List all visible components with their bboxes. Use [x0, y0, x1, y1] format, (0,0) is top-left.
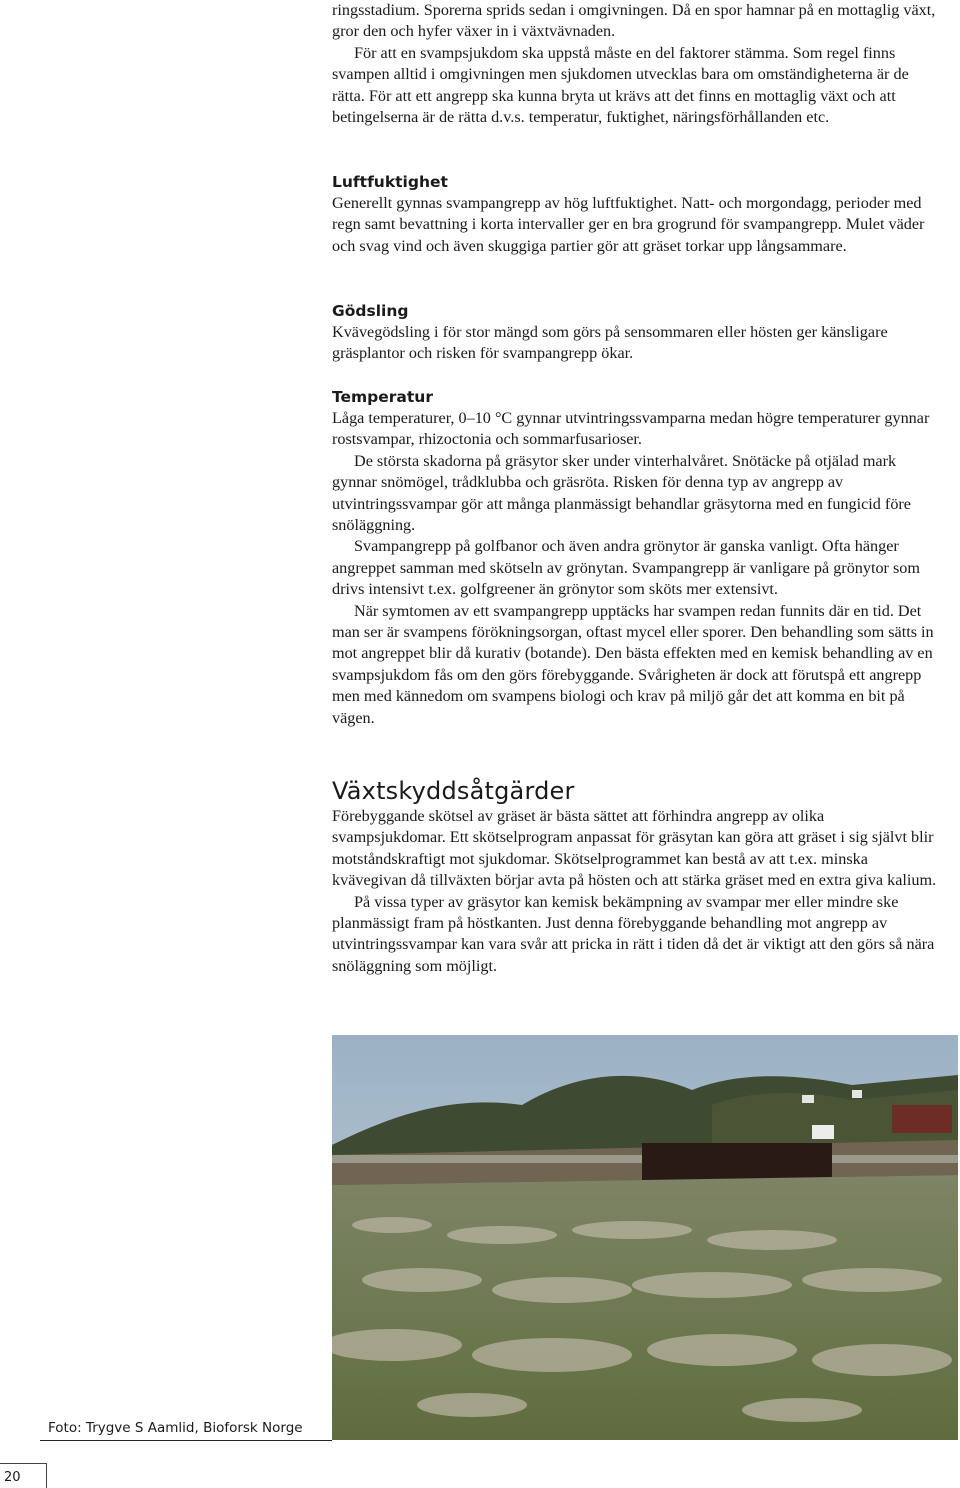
- page-number-rule: [0, 1463, 46, 1464]
- turf-field-photo: [332, 1035, 958, 1440]
- page-number-rule-vertical: [46, 1463, 47, 1488]
- intro-section: [332, 0, 938, 128]
- godsling-heading: Gödsling: [332, 302, 409, 320]
- temperatur-paragraph-4: När symtomen av ett svampangrepp upptäcks har svampen redan funnits där en tid. Det man ser är svampens förökningsorgan, oftast mycel eller sporer. Den behandling som sätts in mot angreppet blir då kurativ (botande). Den bästa effekten med en kemisk behandling av en svampsjukdom fås om den görs förebyggande. Svårigheten är dock att förutspå ett angrepp men med kännedom om svampens biologi och krav på miljö går det att komma en bit på vägen.: [332, 601, 934, 727]
- temperatur-paragraph-3: Svampangrepp på golfbanor och även andra grönytor är ganska vanligt. Ofta hänger angreppet samman med skötseln av grönytan. Svampangrepp är vanligare på grönytor som drivs intensivt t.ex. golfgreener än grönytor som sköts mer extensivt.: [332, 537, 920, 599]
- temperatur-heading: Temperatur: [332, 388, 433, 406]
- vaxtskydd-paragraph-2: På vissa typer av gräsytor kan kemisk bekämpning av svampar mer eller mindre ske planmässigt fram på höstkanten. Just denna förebyggande behandling mot angrepp av utvintringssvampar kan vara svår att pricka in rätt i tiden då det är viktigt att den görs så nära snöläggning som möjligt.: [332, 892, 935, 975]
- intro-paragraph-2: För att en svampsjukdom ska uppstå måste en del faktorer stämma. Som regel finns svampen alltid i omgivningen men sjukdomen utvecklas bara om omständigheterna är de rätta. För att ett angrepp ska kunna bryta ut krävs att det finns en mottaglig växt och att betingelserna är de rätta d.v.s. temperatur, fuktighet, näringsförhållanden etc.: [332, 43, 909, 127]
- luftfuktighet-heading: Luftfuktighet: [332, 173, 448, 191]
- intro-paragraph-1: ringsstadium. Sporerna sprids sedan i omgivningen. Då en spor hamnar på en mottaglig växt, gror den och hyfer växer in i växtvävnaden.: [332, 1, 936, 41]
- temperatur-paragraph-1: Låga temperaturer, 0–10 °C gynnar utvintringssvamparna medan högre temperaturer gynnar rostsvampar, rhizoctonia och sommarfusarioser.: [332, 409, 930, 449]
- godsling-section: [332, 300, 938, 365]
- temperatur-section: [332, 386, 938, 729]
- vaxtskydd-section: [332, 776, 938, 977]
- vaxtskydd-heading: Växtskyddsåtgärder: [332, 777, 575, 805]
- photo-caption: Foto: Trygve S Aamlid, Bioforsk Norge: [48, 1420, 303, 1436]
- page-number: 20: [4, 1470, 21, 1485]
- temperatur-paragraph-2: De största skadorna på gräsytor sker under vinterhalvåret. Snötäcke på otjälad mark gynnar snömögel, trådklubba och gräsröta. Risken för denna typ av angrepp av utvintringssvampar gör att många planmässigt behandlar gräsytorna med en fungicid före snöläggning.: [332, 451, 911, 535]
- godsling-paragraph: Kvävegödsling i för stor mängd som görs på sensommaren eller hösten ger känsligare gräsplantor och risken för svampangrepp ökar.: [332, 323, 888, 363]
- vaxtskydd-paragraph-1: Förebyggande skötsel av gräset är bästa sättet att förhindra angrepp av olika svampsjukdomar. Ett skötselprogram anpassat för gräsytan kan göra att gräset i sig självt blir motståndskraftigt mot sjukdomar. Skötselprogrammet kan bestå av att t.ex. minska kvävegivan då tillväxten börjar avta på hösten och att stärka gräset med en extra giva kalium.: [332, 807, 937, 890]
- luftfuktighet-section: [332, 171, 938, 257]
- caption-rule: [40, 1440, 332, 1441]
- luftfuktighet-paragraph: Generellt gynnas svampangrepp av hög luftfuktighet. Natt- och morgondagg, perioder med regn samt bevattning i korta intervaller ger en bra grogrund för svampangrepp. Mulet väder och svag vind och även skuggiga partier gör att gräset torkar upp långsammare.: [332, 194, 925, 255]
